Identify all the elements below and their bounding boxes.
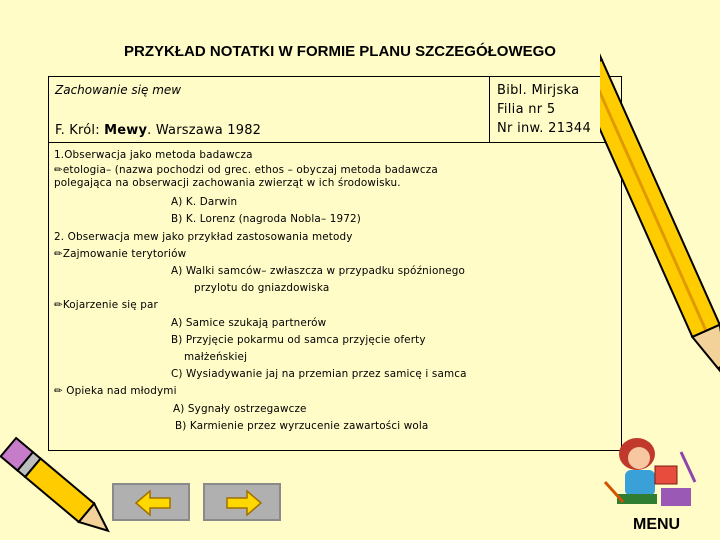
content-line: przylotu do gniazdowiska	[194, 282, 330, 295]
content-line: polegająca na obserwacji zachowania zwierząt w ich środowisku.	[54, 177, 401, 190]
content-line: A) K. Darwin	[171, 196, 238, 209]
citation-author: F. Król:	[55, 123, 105, 138]
content-line: ✏etologia– (nazwa pochodzi od grec. ethos – obyczaj metoda badawcza	[54, 164, 438, 177]
content-line: A) Walki samców– zwłaszcza w przypadku spóźnionego	[171, 265, 465, 278]
citation-title: Mewy	[104, 123, 148, 138]
book-topic: Zachowanie się mew	[55, 83, 182, 97]
library-branch: Filia nr 5	[497, 102, 556, 117]
back-button[interactable]	[112, 483, 190, 521]
content-line: B) Przyjęcie pokarmu od samca przyjęcie oferty	[171, 333, 426, 346]
library-inventory: Nr inw. 21344	[497, 121, 592, 136]
content-line: B) K. Lorenz (nagroda Nobla– 1972)	[171, 213, 361, 226]
arrow-left-icon	[134, 489, 172, 517]
pencil-icon	[0, 430, 110, 540]
table-divider-vertical	[489, 77, 490, 142]
book-citation	[55, 123, 261, 138]
page-title: PRZYKŁAD NOTATKI W FORMIE PLANU SZCZEGÓŁOWEGO	[124, 43, 556, 60]
content-line: B) Karmienie przez wyrzucenie zawartości wola	[175, 419, 429, 432]
content-line: A) Sygnały ostrzegawcze	[173, 402, 307, 415]
library-cell	[497, 81, 617, 138]
table-divider-horizontal	[49, 142, 621, 143]
library-name: Bibl. Mirjska	[497, 83, 580, 98]
content-line: ✏Zajmowanie terytoriów	[54, 247, 187, 260]
book-cell	[55, 83, 480, 141]
content-line: 1.Obserwacja jako metoda badawcza	[54, 149, 253, 161]
forward-button[interactable]	[203, 483, 281, 521]
note-table	[48, 76, 622, 451]
content-line: ✏Kojarzenie się par	[54, 299, 158, 312]
note-content	[54, 147, 614, 435]
pencil-icon	[600, 0, 720, 440]
content-line: C) Wysiadywanie jaj na przemian przez samicę i samca	[171, 368, 467, 381]
content-line: ✏ Opieka nad młodymi	[54, 385, 177, 398]
content-line: małżeńskiej	[184, 351, 248, 364]
arrow-right-icon	[225, 489, 263, 517]
content-line: 2. Obserwacja mew jako przykład zastosowania metody	[54, 230, 353, 243]
girl-clipart-icon	[595, 432, 705, 517]
citation-place-year: . Warszawa 1982	[147, 123, 262, 138]
content-line: A) Samice szukają partnerów	[171, 316, 327, 329]
menu-button[interactable]: MENU	[633, 516, 681, 533]
